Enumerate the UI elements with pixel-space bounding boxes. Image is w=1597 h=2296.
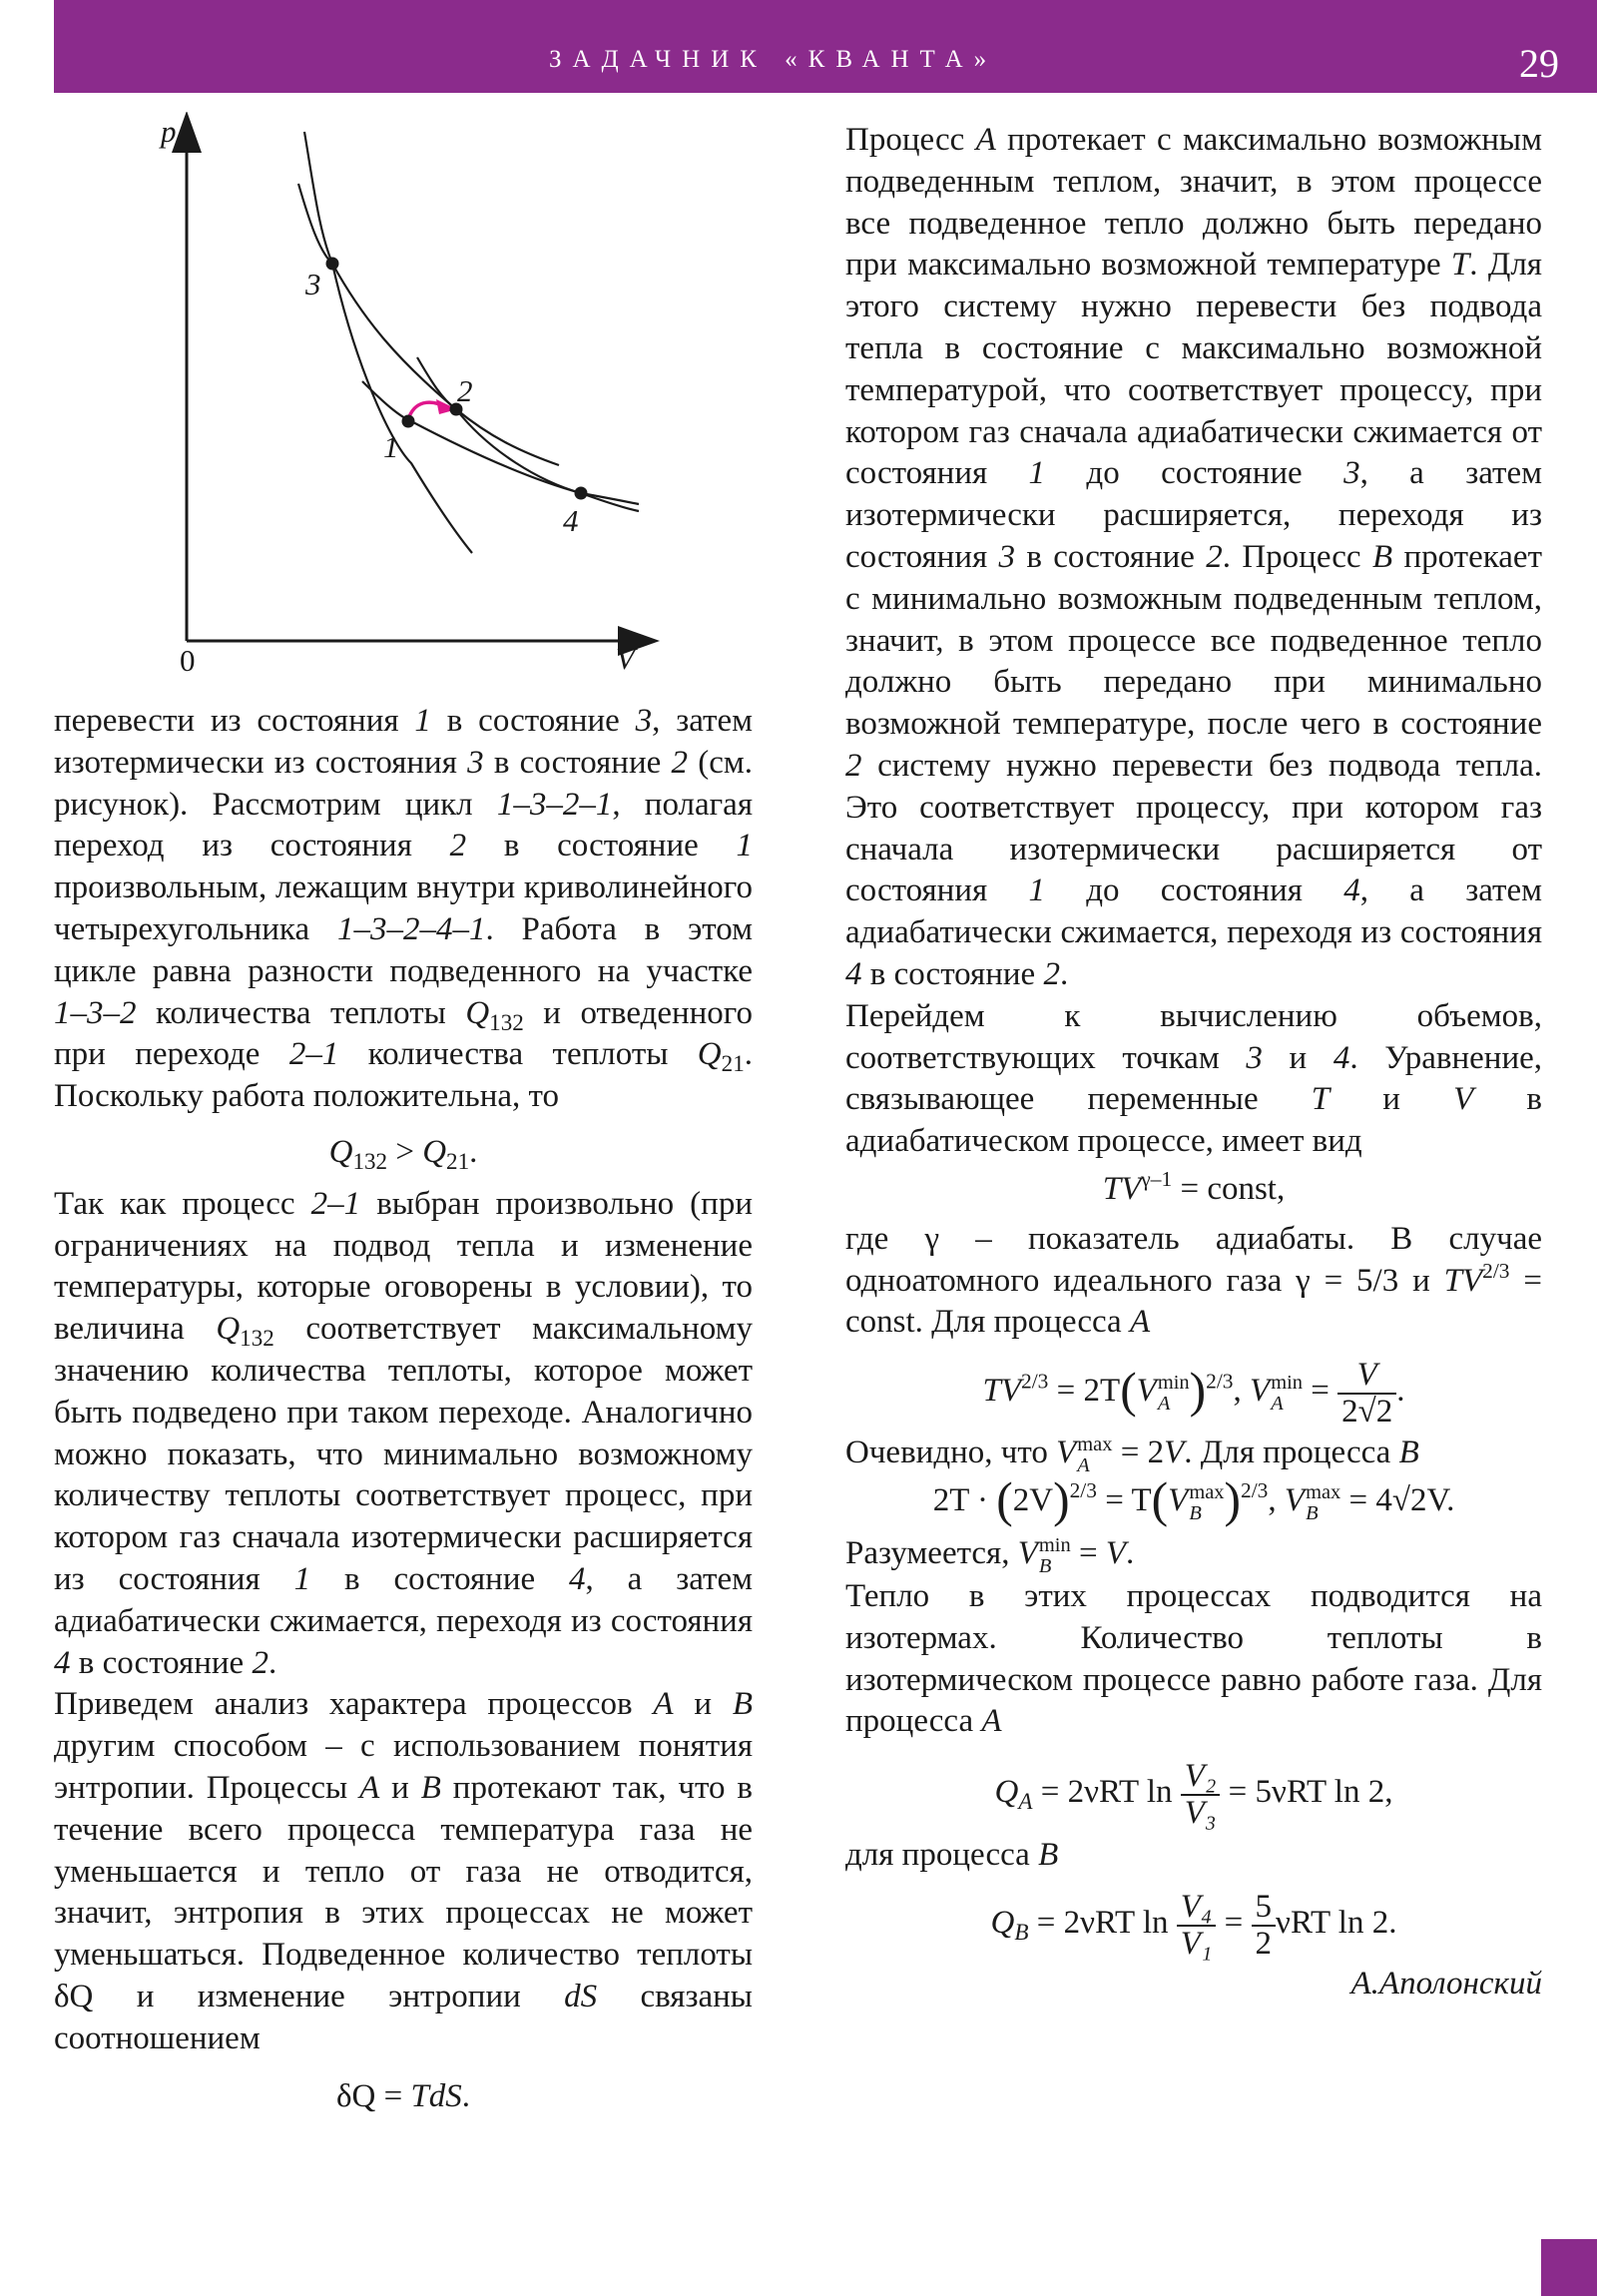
- equation-qb: $Q_B = 2\nu RT$ ln $\frac{\text{V₄}}{\text{V₁}}$ = $\frac{5}{2}$ νRT ln 2.: [990, 1889, 1397, 1962]
- equation-qa: $Q_A = 2\nu RT$ ln $\frac{\text{V₂}}{\text{V₃}}$ = 5νRT ln 2,: [994, 1758, 1393, 1831]
- page-number: 29: [1519, 41, 1559, 86]
- equation-process-a-volume: $TV^{2/3} = 2T(V$ min A )$^{2/3}$, V min A = $\frac{V}{2√2}$ .: [982, 1357, 1405, 1430]
- page-header: [54, 0, 1597, 93]
- paragraph: перевести из состояния 1 в состояние 3, затем изотермически из состояния 3 в состояние 2 (см. рисунок). Рассмотрим цикл 1–3–2–1, полагая переход из состояния 2 в состояние 1 произвольным, лежащим внутри криволинейного четырехугольника 1–3–2–4–1. Работа в этом цикле равна разности подведенного на участке 1–3–2 количества теплоты $Q_{132}$ и отведенного при переходе 2–1 количества теплоты $Q_{21}$. Поскольку работа положительна, то: [54, 703, 754, 1115]
- point-label-1: 1: [383, 429, 399, 464]
- paragraph: где γ – показатель адиабаты. В случае одноатомного идеального газа γ = 5/3 и $TV^{2/3}$ = const. Для процесса A: [845, 1220, 1542, 1341]
- paragraph: Приведем анализ характера процессов A и B другим способом – с использованием понятия энтропии. Процессы A и B протекают так, что в течение всего процесса температура газа не уменьшается и тепло от газа не отводится, значит, энтропия в этих процессах не может уменьшаться. Подведенное количество теплоты δQ и изменение энтропии dS связаны соотношением: [54, 1686, 753, 2056]
- adiabat-2-4: [417, 357, 639, 511]
- corner-accent: [1541, 2239, 1597, 2296]
- equation-dq-tds: δQ = TdS.: [335, 2077, 471, 2114]
- paragraph: Так как процесс 2–1 выбран произвольно (при ограничениях на подвод тепла и изменение температуры, которые оговорены в условии), то величина $Q_{132}$ соответствует максимальному значению количества теплоты, которое может быть подведено при таком переходе. Аналогично можно показать, что минимально возможному количеству теплоты соответствует процесс, при котором газ сначала изотермически расширяется из состояния 1 в состояние 4, а затем адиабатически сжимается, переходя из состояния 4 в состояние 2.: [54, 1185, 753, 1681]
- origin-label: 0: [180, 643, 196, 678]
- paragraph: Процесс A протекает с максимально возможным подведенным теплом, значит, в этом процессе все подведенное тепло должно быть передано при максимально возможной температуре T. Для этого систему нужно перевести без подвода тепла в состояние с максимально возможной температурой, что соответствует процессу, при котором газ сначала адиабатически сжимается от состояния 1 до состояние 3, а затем изотермически расширяется, переходя из состояния 3 в состояние 2. Процесс B протекает с минимально возможным подведенным теплом, значит, в этом процессе все подведенное тепло должно быть передано при минимально возможной температуре, после чего в состояние 2 систему нужно перевести без подвода тепла. Это соответствует процессу, при котором газ сначала изотермически расширяется от состояния 1 до состояния 4, а затем адиабатически сжимается, переходя из состояния 4 в состояние 2.: [845, 122, 1542, 992]
- isotherm-1-4: [362, 381, 639, 504]
- point-label-3: 3: [305, 267, 321, 301]
- pv-diagram-svg: [150, 112, 669, 691]
- equation-q132-gt-q21: $Q_{132} > Q_{21}$.: [328, 1133, 478, 1174]
- point-1: [402, 415, 415, 428]
- paragraph: Перейдем к вычислению объемов, соответствующих точкам 3 и 4. Уравнение, связывающее переменные T и V в адиабатическом процессе, имеет вид: [845, 997, 1543, 1160]
- point-label-2: 2: [457, 373, 473, 408]
- section-title: ЗАДАЧНИК «КВАНТА»: [549, 46, 998, 73]
- point-label-4: 4: [563, 503, 579, 538]
- author-signature: А.Аполонский: [1350, 1965, 1542, 2002]
- paragraph: для процесса B: [845, 1836, 1059, 1873]
- paragraph: Разумеется, V min B = V.: [845, 1534, 1135, 1577]
- pv-diagram: [150, 112, 669, 691]
- point-4: [575, 487, 588, 500]
- axis-label-p: p: [161, 114, 177, 149]
- equation-adiabat: $TV^{\gamma-1}$ = const,: [1102, 1167, 1286, 1207]
- equation-process-b-volume: $2T \cdot (2V)^{2/3} = T(V$ max B )$^{2/3}$, V max B = 4√2V.: [932, 1472, 1455, 1528]
- isotherm-3-2: [298, 184, 559, 465]
- paragraph: Очевидно, что V max A = 2V. Для процесса B: [845, 1434, 1419, 1476]
- paragraph: Тепло в этих процессах подводится на изотермах. Количество теплоты в изотермическом процессе равно работе газа. Для процесса A: [845, 1578, 1542, 1740]
- right-column: [845, 120, 1542, 2005]
- axis-label-v: V: [616, 641, 635, 676]
- point-3: [326, 258, 339, 271]
- left-column: [54, 701, 753, 2117]
